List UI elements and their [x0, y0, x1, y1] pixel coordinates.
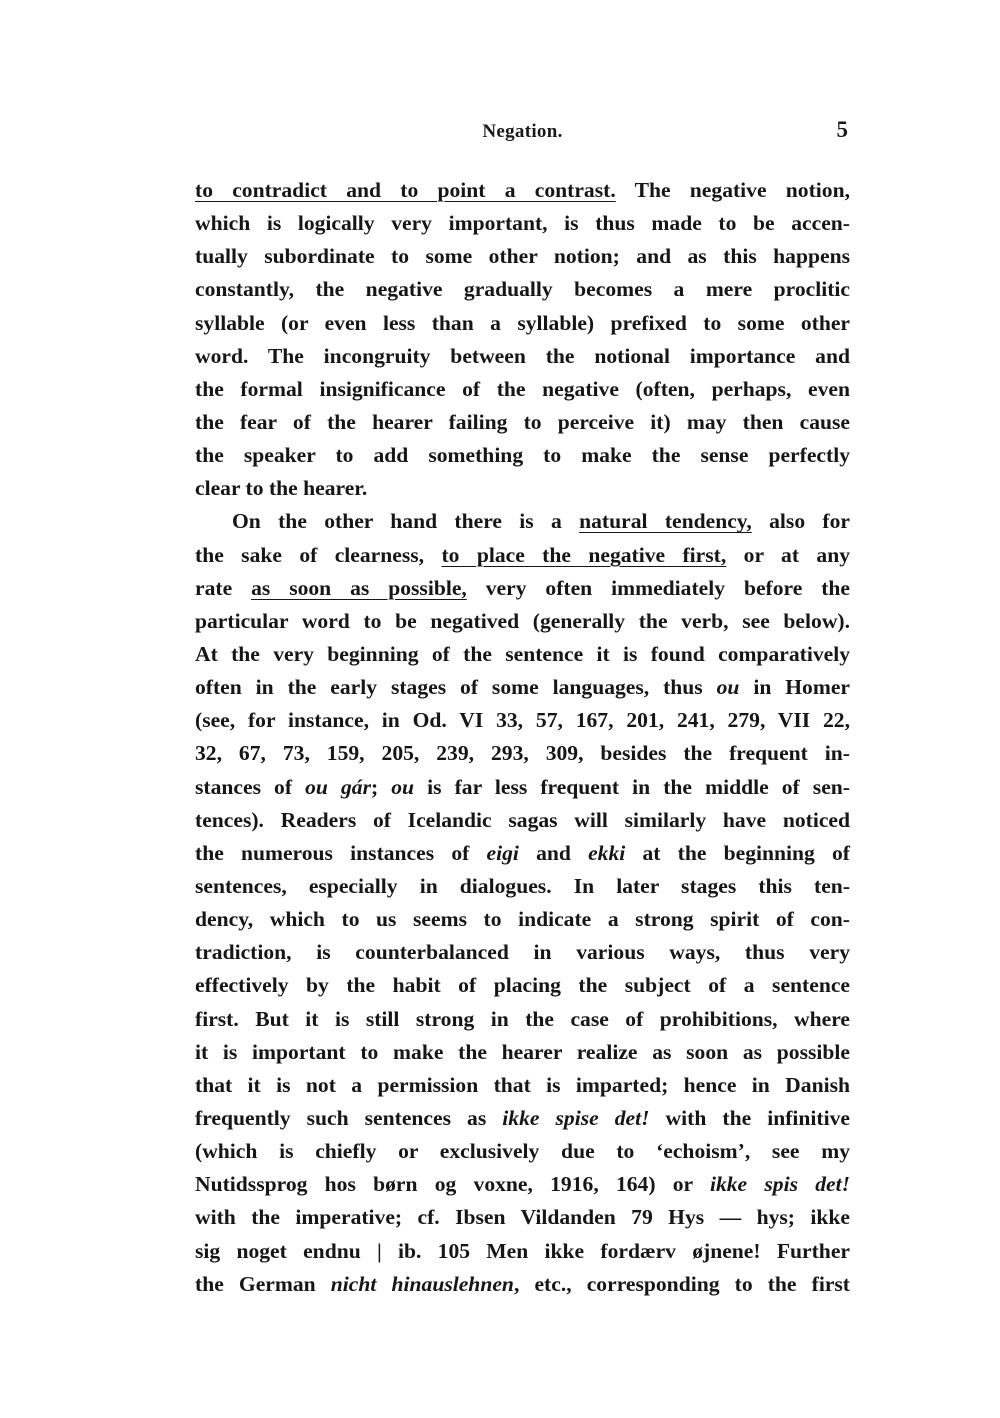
text-line — [195, 1268, 850, 1301]
text-line — [195, 406, 850, 439]
text-segment: On the other hand there is a — [232, 509, 580, 534]
text-segment: that it is not a permission that is imparted; hence in Danish — [195, 1072, 850, 1097]
italic-text: nicht hinauslehnen — [330, 1271, 514, 1296]
text-segment: word. The incongruity between the notional importance and — [195, 343, 850, 368]
running-title: Negation. — [482, 121, 563, 142]
text-segment: ; — [370, 774, 392, 799]
text-line — [195, 174, 850, 207]
text-segment: 32, 67, 73, 159, 205, 239, 293, 309, besides the frequent in- — [195, 741, 850, 766]
text-segment: frequently such sentences as — [195, 1105, 503, 1130]
text-line — [195, 804, 850, 837]
text-segment: with the infinitive — [649, 1105, 850, 1130]
text-segment: clear to the hearer. — [195, 476, 368, 501]
text-segment: is far less frequent in the middle of sen- — [414, 774, 850, 799]
text-line — [195, 1201, 850, 1234]
text-line — [195, 936, 850, 969]
text-line — [195, 837, 850, 870]
text-line — [195, 539, 850, 572]
text-line — [195, 1102, 850, 1135]
text-segment: tradiction, is counterbalanced in various ways, thus very — [195, 940, 850, 965]
text-line — [195, 505, 850, 538]
italic-text: ekki — [588, 840, 626, 865]
running-head — [195, 117, 850, 147]
italic-text: ou — [391, 774, 415, 799]
text-segment: (see, for instance, in Od. VI 33, 57, 167, 201, 241, 279, VII 22, — [195, 708, 850, 733]
text-line — [195, 273, 850, 306]
text-segment: At the very beginning of the sentence it is found comparatively — [195, 641, 850, 666]
text-segment: the German — [195, 1271, 331, 1296]
text-segment: particular word to be negatived (generally the verb, see below). — [195, 608, 850, 633]
text-line — [195, 638, 850, 671]
underlined-text: as soon as possible, — [251, 575, 467, 600]
text-segment: tually subordinate to some other notion; and as this happens — [195, 244, 850, 269]
text-segment: it is important to make the hearer realize as soon as possible — [195, 1039, 850, 1064]
text-line — [195, 1036, 850, 1069]
text-line — [195, 605, 850, 638]
italic-text: ikke spis det! — [709, 1172, 850, 1197]
text-segment: first. But it is still strong in the case of prohibitions, where — [195, 1006, 850, 1031]
italic-text: ou gár — [305, 774, 371, 799]
italic-text: ikke spise det! — [502, 1105, 650, 1130]
text-line — [195, 472, 850, 505]
text-line — [195, 207, 850, 240]
text-line — [195, 572, 850, 605]
text-segment: (which is chiefly or exclusively due to ‘echoism’, see my — [195, 1139, 850, 1164]
text-segment: and — [518, 840, 589, 865]
text-segment: often in the early stages of some languages, thus — [195, 675, 717, 700]
text-line — [195, 439, 850, 472]
text-segment: effectively by the habit of placing the subject of a sentence — [195, 973, 850, 998]
text-line — [195, 1168, 850, 1201]
text-segment: very often immediately before the — [466, 575, 850, 600]
underlined-text: natural tendency, — [579, 509, 752, 534]
text-line — [195, 340, 850, 373]
text-segment: sentences, especially in dialogues. In later stages this ten- — [195, 873, 850, 898]
text-line — [195, 771, 850, 804]
text-line — [195, 240, 850, 273]
text-segment: which is logically very important, is thus made to be accen- — [195, 211, 850, 236]
text-segment: dency, which to us seems to indicate a strong spirit of con- — [195, 907, 850, 932]
text-line — [195, 1135, 850, 1168]
text-segment: or at any — [726, 542, 850, 567]
text-segment: , etc., corresponding to the first — [513, 1271, 850, 1296]
italic-text: ou — [716, 675, 740, 700]
italic-text: eigi — [486, 840, 519, 865]
text-line — [195, 969, 850, 1002]
text-segment: the formal insignificance of the negative (often, perhaps, even — [195, 376, 850, 401]
text-segment: constantly, the negative gradually becomes a mere proclitic — [195, 277, 850, 302]
page-number: 5 — [836, 117, 848, 142]
text-segment: Nutidssprog hos børn og voxne, 1916, 164) or — [195, 1172, 710, 1197]
text-segment: sig noget endnu | ib. 105 Men ikke fordærv øjnene! Further — [195, 1238, 850, 1263]
underlined-text: to contradict and to point a contrast. — [195, 178, 616, 202]
text-line — [195, 704, 850, 737]
text-segment: the numerous instances of — [195, 840, 487, 865]
text-segment: stances of — [195, 774, 306, 799]
body-text — [195, 174, 850, 1301]
text-line — [195, 671, 850, 704]
text-line — [195, 373, 850, 406]
text-segment: in Homer — [739, 675, 850, 700]
text-segment: the sake of clearness, — [195, 542, 442, 567]
underlined-text: to place the negative first, — [441, 542, 727, 567]
text-line — [195, 1003, 850, 1036]
text-line — [195, 307, 850, 340]
text-segment: with the imperative; cf. Ibsen Vildanden 79 Hys — hys; ikke — [195, 1205, 850, 1230]
text-segment: The negative notion, — [615, 178, 850, 202]
text-segment: tences). Readers of Icelandic sagas will similarly have noticed — [195, 807, 850, 832]
text-segment: the fear of the hearer failing to perceive it) may then cause — [195, 409, 850, 434]
text-segment: the speaker to add something to make the sense perfectly — [195, 443, 850, 468]
text-line — [195, 870, 850, 903]
text-line — [195, 903, 850, 936]
text-segment: at the beginning of — [625, 840, 850, 865]
text-line — [195, 737, 850, 770]
text-segment: syllable (or even less than a syllable) prefixed to some other — [195, 310, 850, 335]
text-line — [195, 1069, 850, 1102]
text-line — [195, 1235, 850, 1268]
text-segment: rate — [195, 575, 252, 600]
text-segment: also for — [751, 509, 850, 534]
